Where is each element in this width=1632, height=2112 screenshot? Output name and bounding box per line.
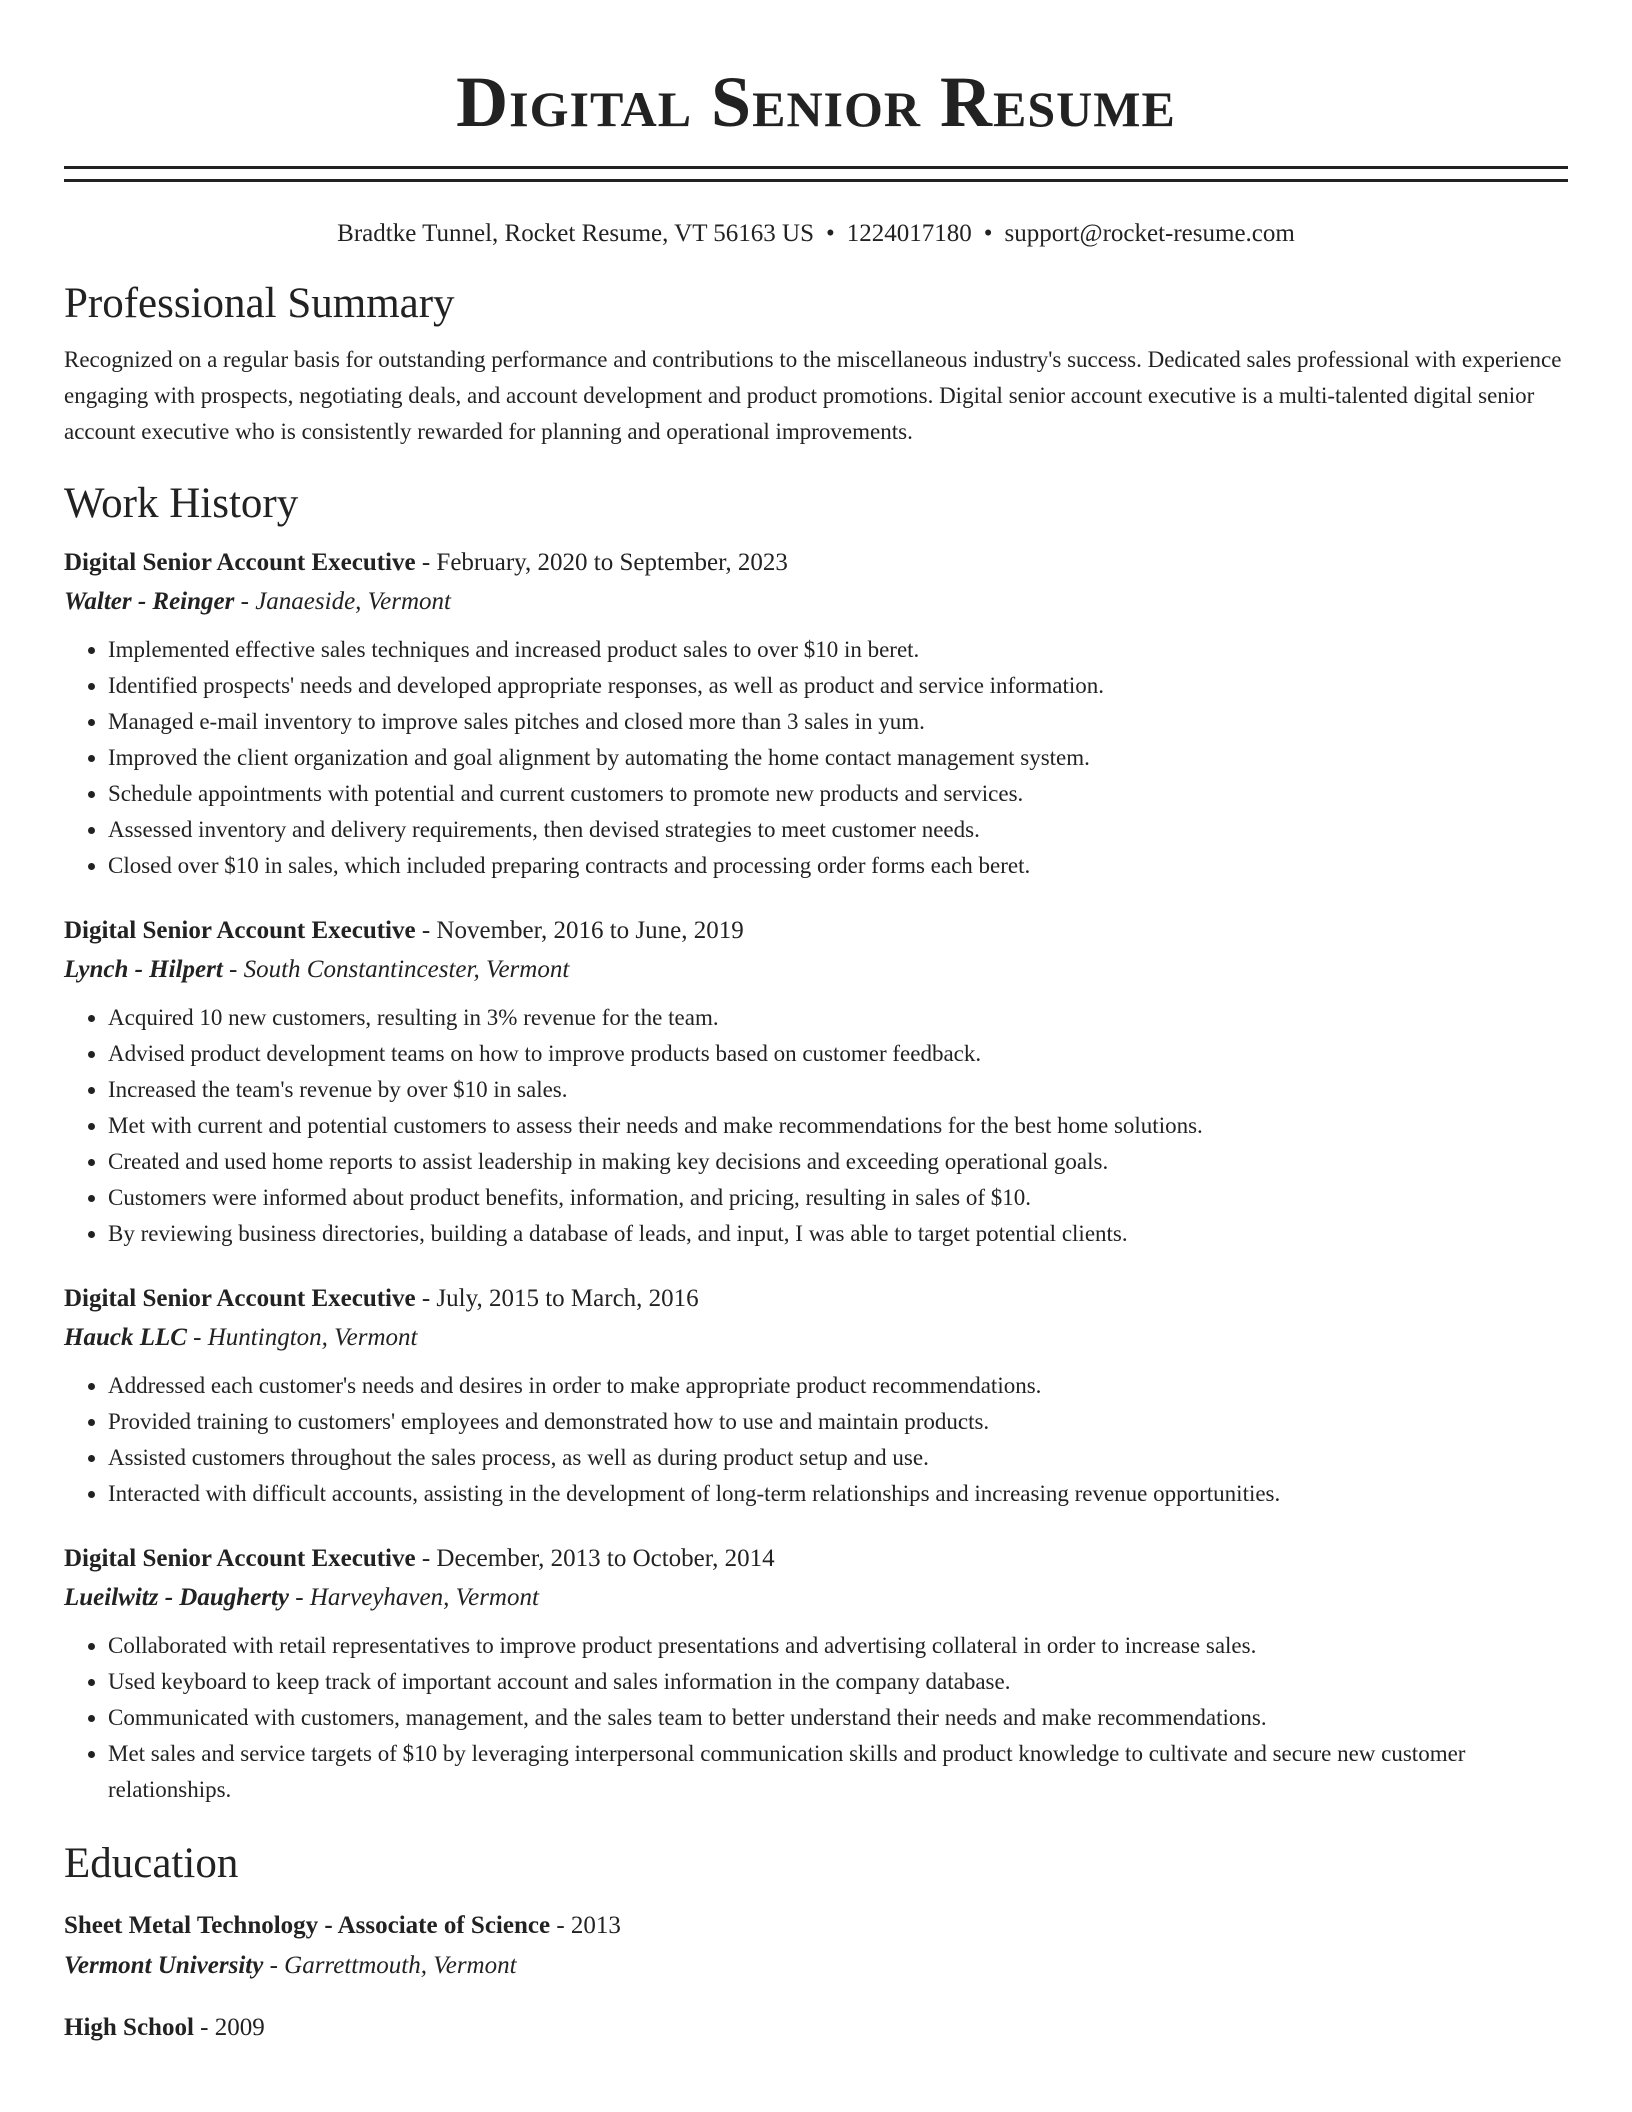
contact-address: Bradtke Tunnel, Rocket Resume, VT 56163 US: [337, 220, 815, 247]
job-company-line: [64, 950, 1568, 990]
job-dates: - December, 2013 to October, 2014: [421, 1545, 775, 1572]
job-bullet: • Addressed each customer's needs and desires in order to make appropriate product recommendations.: [108, 1368, 1568, 1404]
job-bullet: • Increased the team's revenue by over $10 in sales.: [108, 1072, 1568, 1108]
job-bullets: [64, 1628, 1568, 1808]
education-degree-line: [64, 1906, 1568, 1946]
job-bullet: • Improved the client organization and goal alignment by automating the home contact management system.: [108, 740, 1568, 776]
education-school-line: [64, 1946, 1568, 1986]
education-entry: [64, 1906, 1568, 1986]
education-degree: Sheet Metal Technology - Associate of Science: [64, 1912, 551, 1939]
contact-separator: •: [826, 220, 835, 247]
job-bullets: [64, 1000, 1568, 1252]
job-bullet: • Implemented effective sales techniques and increased product sales to over $10 in beret.: [108, 632, 1568, 668]
summary-text: Recognized on a regular basis for outstanding performance and contributions to the miscellaneous industry's success. Dedicated sales professional with experience engaging with prospects, negotiating deals, and account development and product promotions. Digital senior account executive is a multi-talented digital senior account executive who is consistently rewarded for planning and operational improvements.: [64, 347, 1562, 444]
job-bullet: • Schedule appointments with potential and current customers to promote new products and services.: [108, 776, 1568, 812]
job-location: - Janaeside, Vermont: [240, 588, 451, 615]
job-company-line: [64, 582, 1568, 622]
job-bullet: • Interacted with difficult accounts, assisting in the development of long-term relationships and increasing revenue opportunities.: [108, 1476, 1568, 1512]
work-history-list: [64, 544, 1568, 1808]
job-bullet: • Used keyboard to keep track of important account and sales information in the company database.: [108, 1664, 1568, 1700]
job-bullet: • Assessed inventory and delivery requirements, then devised strategies to meet customer needs.: [108, 812, 1568, 848]
job-bullet: • Assisted customers throughout the sales process, as well as during product setup and use.: [108, 1440, 1568, 1476]
education-school: Vermont University: [64, 1952, 264, 1979]
education-degree-line: [64, 2008, 1568, 2048]
job-company: Lueilwitz - Daugherty: [64, 1584, 290, 1611]
education-entry: [64, 2008, 1568, 2048]
section-heading-education: Education: [64, 1840, 239, 1887]
job-location: - Harveyhaven, Vermont: [295, 1584, 539, 1611]
job-bullet: • By reviewing business directories, building a database of leads, and input, I was able to target potential clients.: [108, 1216, 1568, 1252]
job-company-line: [64, 1318, 1568, 1358]
education-year: - 2013: [556, 1912, 621, 1939]
job-title-line: [64, 912, 1568, 950]
job-location: - Huntington, Vermont: [193, 1324, 418, 1351]
job-location: - South Constantincester, Vermont: [229, 956, 570, 983]
job-title-line: [64, 1280, 1568, 1318]
job-bullet: • Created and used home reports to assist leadership in making key decisions and exceeding operational goals.: [108, 1144, 1568, 1180]
job-bullet: • Communicated with customers, management, and the sales team to better understand their needs and make recommendations.: [108, 1700, 1568, 1736]
contact-email: support@rocket-resume.com: [1004, 220, 1295, 247]
job-bullets: [64, 1368, 1568, 1512]
job-dates: - November, 2016 to June, 2019: [421, 917, 744, 944]
job-dates: - July, 2015 to March, 2016: [421, 1285, 699, 1312]
job-company: Walter - Reinger: [64, 588, 235, 615]
education-location: - Garrettmouth, Vermont: [269, 1952, 517, 1979]
contact-separator: •: [983, 220, 993, 247]
job-title-line: [64, 544, 1568, 582]
job-title-line: [64, 1540, 1568, 1578]
contact-phone: 1224017180: [846, 220, 972, 247]
job-company: Hauck LLC: [64, 1324, 187, 1351]
job-bullet: • Met with current and potential customers to assess their needs and make recommendations for the best home solutions.: [108, 1108, 1568, 1144]
job-title: Digital Senior Account Executive: [64, 917, 416, 944]
job-dates: - February, 2020 to September, 2023: [421, 549, 788, 576]
section-heading-summary: Professional Summary: [64, 280, 455, 327]
job-title: Digital Senior Account Executive: [64, 1285, 416, 1312]
resume-title: Digital Senior Resume: [456, 62, 1176, 142]
job-bullet: • Collaborated with retail representatives to improve product presentations and advertising collateral in order to increase sales.: [108, 1628, 1568, 1664]
job-bullet: • Advised product development teams on how to improve products based on customer feedback.: [108, 1036, 1568, 1072]
job-bullets: [64, 632, 1568, 884]
education-list: [64, 1906, 1568, 2048]
job-bullet: • Provided training to customers' employees and demonstrated how to use and maintain products.: [108, 1404, 1568, 1440]
job-bullet: • Closed over $10 in sales, which included preparing contracts and processing order forms each beret.: [108, 848, 1568, 884]
job-bullet: • Acquired 10 new customers, resulting in 3% revenue for the team.: [108, 1000, 1568, 1036]
title-double-rule: [64, 166, 1568, 182]
job-entry: [64, 1280, 1568, 1512]
contact-line: [64, 218, 1568, 250]
section-heading-work-history: Work History: [64, 480, 299, 527]
job-title: Digital Senior Account Executive: [64, 549, 416, 576]
education-year: - 2009: [200, 2014, 265, 2041]
job-bullet: • Customers were informed about product benefits, information, and pricing, resulting in sales of $10.: [108, 1180, 1568, 1216]
job-bullet: • Managed e-mail inventory to improve sales pitches and closed more than 3 sales in yum.: [108, 704, 1568, 740]
job-company: Lynch - Hilpert: [64, 956, 223, 983]
job-company-line: [64, 1578, 1568, 1618]
job-entry: [64, 544, 1568, 884]
job-entry: [64, 1540, 1568, 1808]
job-title: Digital Senior Account Executive: [64, 1545, 416, 1572]
job-bullet: • Met sales and service targets of $10 by leveraging interpersonal communication skills and product knowledge to cultivate and secure new customer relationships.: [108, 1736, 1568, 1808]
education-degree: High School: [64, 2014, 194, 2041]
job-entry: [64, 912, 1568, 1252]
job-bullet: • Identified prospects' needs and developed appropriate responses, as well as product and service information.: [108, 668, 1568, 704]
